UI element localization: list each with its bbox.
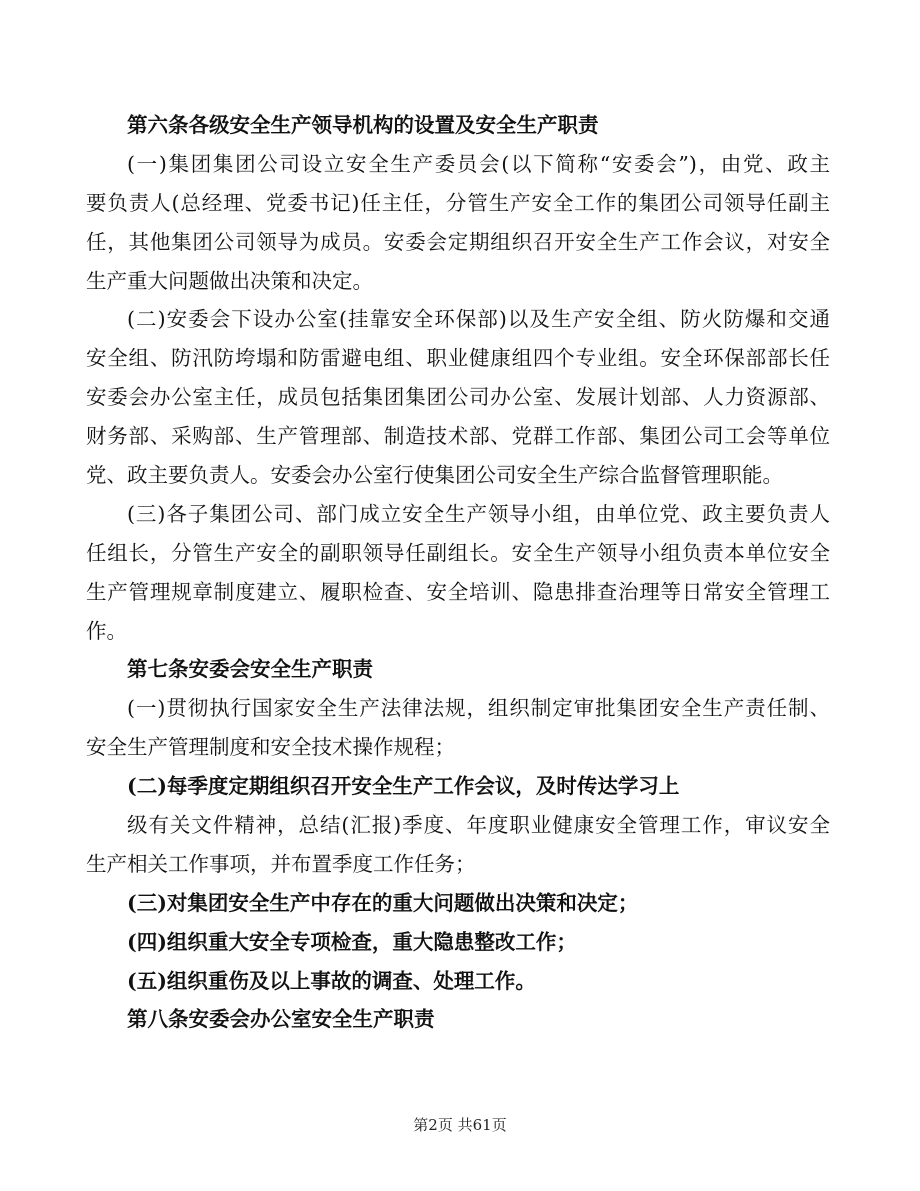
paragraph-line: 安全组、防汛防垮塌和防雷避电组、职业健康组四个专业组。安全环保部部长任 — [86, 346, 830, 371]
paragraph-line: (二)安委会下设办公室(挂靠安全环保部)以及生产安全组、防火防爆和交通 — [127, 307, 830, 332]
paragraph-line: (三)各子集团公司、部门成立安全生产领导小组，由单位党、政主要负责人 — [127, 501, 830, 526]
paragraph-line: 财务部、采购部、生产管理部、制造技术部、党群工作部、集团公司工会等单位 — [86, 424, 830, 449]
document-body — [86, 106, 830, 1039]
paragraph-line: (一)贯彻执行国家安全生产法律法规，组织制定审批集团安全生产责任制、 — [127, 696, 830, 721]
article-7-heading: 第七条安委会安全生产职责 — [127, 657, 373, 682]
article-6-paragraph-1 — [86, 145, 830, 301]
article-6-paragraph-3 — [86, 495, 830, 651]
paragraph-line: 生产相关工作事项，并布置季度工作任务； — [86, 851, 476, 876]
paragraph-line: 作。 — [86, 618, 127, 643]
article-7-item-2-continuation — [86, 806, 830, 884]
paragraph-line: 要负责人(总经理、党委书记)任主任，分管生产安全工作的集团公司领导任副主 — [86, 190, 830, 215]
article-6-heading: 第六条各级安全生产领导机构的设置及安全生产职责 — [127, 113, 599, 137]
paragraph-line: 安委会办公室主任，成员包括集团集团公司办公室、发展计划部、人力资源部、 — [86, 385, 830, 410]
article-7-item-2-lead: (二)每季度定期组织召开安全生产工作会议，及时传达学习上 — [127, 774, 680, 799]
article-6-paragraph-2 — [86, 300, 830, 494]
page-number-footer: 第2页 共61页 — [413, 1116, 507, 1134]
paragraph-line: (一)集团集团公司设立安全生产委员会(以下简称“安委会”)，由党、政主 — [127, 151, 830, 176]
paragraph-line: 任组长，分管生产安全的副职领导任副组长。安全生产领导小组负责本单位安全 — [86, 540, 830, 565]
article-7-item-4: (四)组织重大安全专项检查，重大隐患整改工作； — [127, 929, 577, 954]
paragraph-line: 级有关文件精神，总结(汇报)季度、年度职业健康安全管理工作，审议安全 — [127, 813, 830, 838]
paragraph-line: 安全生产管理制度和安全技术操作规程； — [86, 735, 455, 760]
article-7-item-3: (三)对集团安全生产中存在的重大问题做出决策和决定； — [127, 890, 639, 915]
paragraph-line: 党、政主要负责人。安委会办公室行使集团公司安全生产综合监督管理职能。 — [86, 463, 783, 488]
paragraph-line: 任，其他集团公司领导为成员。安委会定期组织召开安全生产工作会议，对安全 — [86, 229, 830, 254]
paragraph-line: 生产重大问题做出决策和决定。 — [86, 268, 373, 293]
paragraph-line: 生产管理规章制度建立、履职检查、安全培训、隐患排查治理等日常安全管理工 — [86, 579, 830, 604]
article-8-heading: 第八条安委会办公室安全生产职责 — [127, 1007, 435, 1032]
article-7-item-5: (五)组织重伤及以上事故的调查、处理工作。 — [127, 968, 536, 993]
article-7-item-1 — [86, 689, 830, 767]
